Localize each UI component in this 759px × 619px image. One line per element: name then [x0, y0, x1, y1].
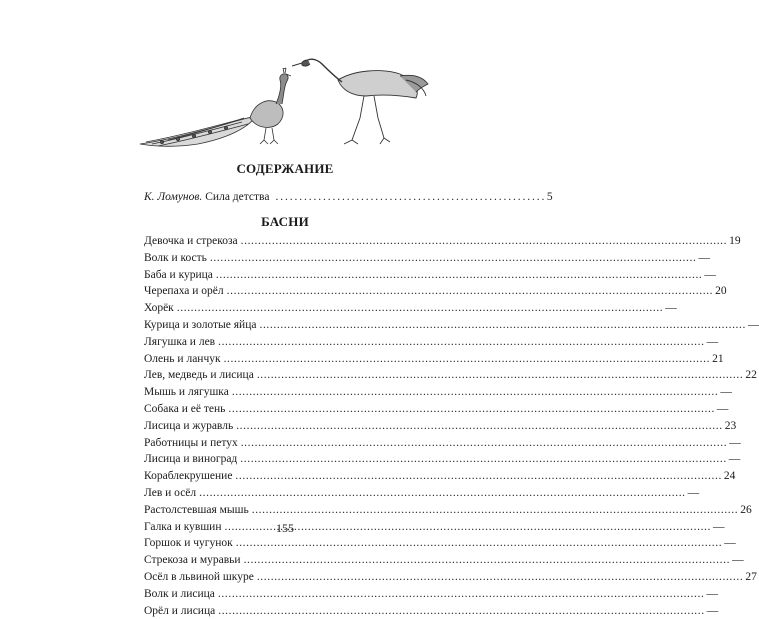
toc-entry-title: Лисица и виноград: [144, 453, 238, 466]
toc-entry[interactable]: [144, 603, 719, 619]
toc-entry[interactable]: [144, 502, 752, 519]
dot-leader: [218, 603, 705, 619]
toc-entry[interactable]: [144, 367, 757, 384]
dot-leader: [240, 451, 727, 468]
toc-entry[interactable]: [144, 401, 729, 418]
toc-entry-page: 24: [723, 470, 736, 483]
toc-entry[interactable]: [144, 569, 757, 586]
toc-entry-page: 27: [745, 570, 757, 583]
toc-entry-page: —: [716, 402, 729, 415]
dot-leader: [232, 384, 719, 401]
toc-entry-page: —: [720, 386, 732, 399]
toc-entry[interactable]: [144, 250, 710, 267]
toc-entry[interactable]: [144, 384, 732, 401]
toc-entry-title: Лягушка и лев: [144, 335, 216, 348]
toc-entry-page: —: [706, 604, 719, 617]
toc-entry-title: Мышь и лягушка: [144, 386, 229, 399]
dot-leader: [210, 250, 697, 267]
dot-leader: [241, 435, 728, 452]
crane-figure: [292, 59, 428, 144]
toc-entry-page: 26: [740, 503, 752, 516]
dot-leader: [218, 586, 705, 603]
contents-heading: СОДЕРЖАНИЕ: [236, 161, 334, 176]
toc-entry[interactable]: [144, 468, 736, 485]
toc-entry-title: Стрекоза и муравьи: [144, 554, 241, 567]
toc-entry-page: 20: [715, 285, 727, 298]
toc-entry[interactable]: [144, 283, 727, 300]
toc-entry-page: —: [687, 486, 700, 499]
toc-list: [144, 233, 759, 619]
toc-entry-title: Волк и кость: [144, 251, 207, 264]
toc-entry-title: Осёл в львиной шкуре: [144, 570, 254, 583]
toc-entry-title: Работницы и петух: [144, 436, 238, 449]
toc-entry-page: —: [724, 537, 736, 550]
toc-entry-title: Орёл и лисица: [144, 604, 216, 617]
toc-entry-title: Девочка и стрекоза: [144, 235, 238, 247]
toc-entry-title: Черепаха и орёл: [144, 285, 224, 298]
toc-entry-page: —: [713, 520, 725, 533]
toc-entry-page: 19: [729, 235, 741, 247]
toc-entry-page: 21: [712, 352, 724, 365]
toc-entry[interactable]: [144, 233, 741, 250]
toc-entry[interactable]: [144, 485, 700, 502]
toc-entry-title: Растолстевшая мышь: [144, 503, 249, 516]
toc-entry-title: Курица и золотые яйца: [144, 318, 257, 331]
toc-entry-page: 23: [724, 419, 737, 432]
toc-entry-title: Баба и курица: [144, 268, 213, 281]
toc-entry-title: Лисица и журавль: [144, 419, 234, 432]
toc-entry-title: Олень и ланчук: [144, 352, 221, 365]
dot-leader: [218, 334, 705, 351]
toc-entry-title: Лев и осёл: [144, 486, 197, 499]
toc-entry[interactable]: [144, 451, 741, 468]
toc-entry-page: —: [698, 251, 710, 264]
toc-entry[interactable]: [144, 300, 677, 317]
intro-page-number: 5: [546, 191, 553, 203]
toc-entry-title: Лев, медведь и лисица: [144, 369, 254, 382]
dot-leader: [252, 502, 739, 519]
intro-author: К. Ломунов.: [144, 191, 203, 203]
toc-entry[interactable]: [144, 351, 724, 368]
dot-leader: [228, 401, 715, 418]
toc-entry-page: —: [747, 318, 759, 331]
toc-entry-title: Волк и лисица: [144, 587, 215, 600]
peacock-and-crane-illustration: [138, 40, 438, 152]
toc-entry-page: —: [706, 587, 718, 600]
dot-leader: [236, 535, 723, 552]
toc-entry[interactable]: [144, 418, 737, 435]
toc-entry[interactable]: [144, 535, 736, 552]
toc-entry[interactable]: [144, 552, 744, 569]
dot-leader: [257, 569, 744, 586]
toc-entry[interactable]: [144, 435, 741, 452]
toc-entry-page: —: [728, 453, 741, 466]
intro-title: Сила детства: [205, 191, 270, 203]
dot-leader: [257, 367, 744, 384]
toc-entry[interactable]: [144, 317, 759, 334]
toc-entry-page: 22: [745, 369, 757, 382]
peacock-figure: [140, 68, 291, 146]
dot-leader: [236, 418, 723, 435]
dot-leader: [224, 351, 711, 368]
toc-entry-title: Горшок и чугунок: [144, 537, 233, 550]
dot-leader: [199, 485, 686, 502]
dot-leader: [244, 552, 731, 569]
toc-entry-title: Галка и кувшин: [144, 520, 222, 533]
toc-entry-page: —: [729, 436, 741, 449]
toc-entry[interactable]: [144, 334, 719, 351]
toc-entry-title: Хорёк: [144, 302, 174, 315]
toc-entry-page: —: [706, 335, 719, 348]
dot-leader: [275, 189, 543, 205]
dot-leader: [241, 233, 728, 250]
toc-entry-title: Кораблекрушение: [144, 470, 233, 483]
toc-entry[interactable]: [144, 267, 716, 284]
dot-leader: [235, 468, 722, 485]
dot-leader: [259, 317, 746, 334]
toc-entry-page: —: [732, 554, 744, 567]
dot-leader: [216, 267, 703, 284]
page-number: 155: [276, 521, 294, 535]
toc-entry[interactable]: [144, 586, 718, 603]
dot-leader: [177, 300, 664, 317]
toc-entry-page: —: [665, 302, 677, 315]
toc-entry-page: —: [704, 268, 716, 281]
section-heading-fables: БАСНИ: [261, 214, 309, 229]
intro-entry[interactable]: [144, 189, 553, 205]
dot-leader: [227, 283, 714, 300]
toc-entry-title: Собака и её тень: [144, 402, 226, 415]
